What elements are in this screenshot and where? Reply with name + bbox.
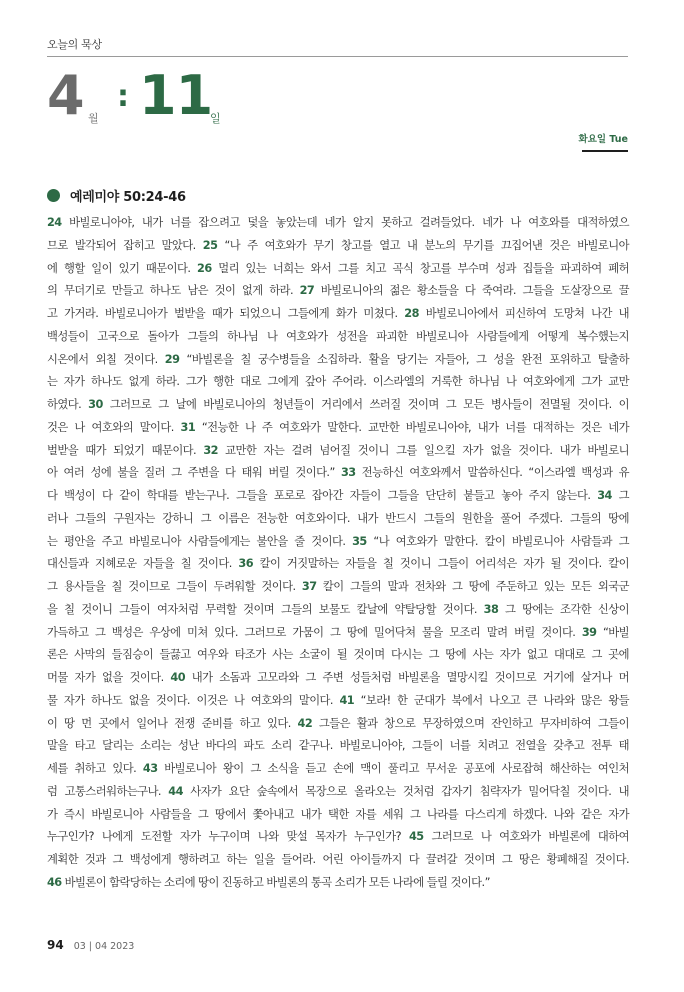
month-unit: 월 — [88, 112, 99, 125]
verse-text: 계획한 것과 그 백성에게 행하려고 하는 일을 들어라. 어린 아이들까지 다 끌려갈 것이며 그 땅은 황폐해질 것이다. — [47, 853, 629, 866]
verse-text: 칼이 그들의 말과 전차와 그 땅에 주둔하고 있는 모든 외국군 — [316, 580, 629, 593]
text-line — [47, 667, 629, 690]
text-line — [47, 508, 629, 531]
text-line — [47, 553, 629, 576]
verse-text: 그 용사들을 칠 것이므로 그들이 두려워할 것이다. — [47, 580, 302, 593]
verse-number: 30 — [88, 398, 103, 411]
verse-text: 의 무더기로 만들고 하나도 남은 것이 없게 하라. — [47, 284, 300, 298]
verse-text: 사자가 요단 숲속에서 목장으로 올라오는 것처럼 갑자기 침략자가 밀어닥칠 것이다. 내 — [182, 784, 629, 798]
text-line — [47, 804, 629, 827]
verse-number: 36 — [238, 557, 254, 571]
text-line — [47, 690, 629, 713]
section-label: 오늘의 묵상 — [47, 38, 102, 51]
verse-text: 므로 발각되어 잡히고 말았다. — [47, 238, 203, 252]
verse-text: 러나 그들의 구원자는 강하니 그 이름은 전능한 여호와이다. 내가 반드시 그들의 원한을 풀어 주겠다. 그들의 땅에 — [47, 511, 629, 525]
verse-text: 말을 타고 달리는 소리는 성난 바다의 파도 소리 같구나. 바빌로니아야, 그들이 너를 치려고 전열을 갖추고 전투 태 — [47, 739, 629, 753]
verse-text: “보라! 한 군대가 북에서 나오고 큰 나라와 많은 왕들 — [354, 693, 629, 707]
verse-text: 바빌로니아에서 피신하여 도망쳐 나간 내 — [418, 307, 630, 320]
text-line — [47, 485, 629, 508]
verse-number: 25 — [202, 238, 218, 252]
verse-text: 백성들이 고국으로 돌아가 그들의 하나님 나 여호와가 성전을 파괴한 바빌로니아 사람들에게 어떻게 복수했는지 — [47, 329, 629, 343]
weekday-label: 화요일 Tue — [578, 134, 628, 145]
verse-text: 시온에서 외칠 것이다. — [47, 352, 165, 366]
text-line — [47, 576, 629, 599]
text-line — [47, 735, 629, 758]
verse-text: 누구인가? 나에게 도전할 자가 누구이며 나와 맞설 목자가 누구인가? — [47, 830, 409, 844]
verse-text: 론은 사막의 들짐승이 들끓고 여우와 타조가 사는 소굴이 될 것이며 다시는 그 땅에 사는 자가 없고 대대로 그 곳에 — [47, 648, 629, 662]
verse-text: 전능하신 여호와께서 말씀하신다. “이스라엘 백성과 유 — [355, 466, 629, 480]
verse-text: “바빌론을 칠 궁수병들을 소집하라. 활을 당기는 자들아, 그 성을 완전 포위하고 탈출하 — [179, 352, 629, 366]
scripture-body — [47, 212, 629, 895]
verse-text: 그러므로 나 여호와가 바빌론에 대하여 — [423, 830, 629, 844]
verse-text: 세를 취하고 있다. — [47, 762, 143, 775]
text-line — [47, 371, 629, 394]
verse-text: 는 자가 하나도 없게 하라. 그가 행한 대로 그에게 갚아 주어라. 이스라엘의 거룩한 하나님 나 여호와에게 그가 교만 — [47, 375, 629, 389]
verse-text: “나 여호와가 말한다. 칼이 바빌로니아 사람들과 그 — [366, 534, 629, 548]
text-line — [47, 872, 629, 895]
text-line — [47, 599, 629, 622]
text-line — [47, 440, 629, 463]
verse-text: 가 즉시 바빌로니아 사람들을 그 땅에서 쫓아내고 내가 택한 자를 세워 그 나라를 다스리게 하겠다. 나와 같은 자가 — [47, 807, 629, 821]
verse-number: 24 — [47, 216, 62, 229]
verse-number: 38 — [483, 602, 499, 616]
text-line — [47, 417, 629, 440]
text-line — [47, 713, 629, 736]
verse-number: 29 — [164, 352, 180, 366]
verse-text: “전능한 나 주 여호와가 말한다. 교만한 바빌로니아야, 내가 너를 대적하는 것은 네가 — [195, 420, 629, 434]
text-line — [47, 303, 629, 326]
verse-text: “바빌 — [596, 625, 629, 639]
weekday-underline — [582, 150, 628, 152]
text-line — [47, 349, 629, 372]
verse-text: 바빌로니아의 젊은 황소들을 다 죽여라. 그들을 도살장으로 끌 — [314, 284, 629, 298]
verse-text: 다 백성이 다 같이 학대를 받는구나. 그들을 포로로 잡아간 자들이 그들을 단단히 붙들고 놓아 주지 않는다. — [47, 489, 598, 502]
verse-text: 바빌론이 함락당하는 소리에 땅이 진동하고 바빌론의 통곡 소리가 모든 나라에 들릴 것이다.” — [61, 875, 490, 889]
verse-number: 44 — [168, 784, 183, 798]
verse-text: 그 땅에는 조각한 신상이 — [498, 602, 629, 616]
verse-text: 멀리 있는 너희는 와서 그를 치고 곡식 창고를 부수며 성과 집들을 파괴하여 폐허 — [211, 261, 629, 275]
verse-number: 34 — [597, 489, 612, 502]
verse-text: 아 여러 성에 불을 질러 그 주변을 다 태워 버릴 것이다.” — [47, 466, 341, 480]
verse-number: 45 — [408, 830, 424, 844]
verse-number: 35 — [352, 534, 367, 548]
verse-number: 43 — [142, 762, 158, 775]
verse-number: 41 — [339, 693, 355, 707]
date-colon: : — [117, 79, 129, 114]
text-line — [47, 258, 629, 281]
verse-text: 바빌로니아야, 내가 너를 잡으려고 덫을 놓았는데 네가 알지 못하고 걸려들었다. 네가 나 여호와를 대적하였으 — [61, 216, 629, 229]
verse-number: 31 — [180, 420, 196, 434]
text-line — [47, 326, 629, 349]
verse-text: 칼이 거짓말하는 자들을 칠 것이니 그들이 어리석은 자가 될 것이다. 칼이 — [253, 557, 629, 571]
verse-text: 그 — [611, 489, 629, 502]
verse-number: 27 — [299, 284, 315, 298]
page-number: 94 — [47, 938, 64, 952]
verse-text: “나 주 여호와가 무기 창고를 열고 내 분노의 무기를 끄집어낸 것은 바빌로니아 — [217, 238, 630, 252]
verse-text: 바빌로니아 왕이 그 소식을 듣고 손에 맥이 풀리고 무서운 공포에 사로잡혀 해산하는 여인처 — [157, 762, 629, 775]
verse-number: 32 — [203, 443, 218, 457]
text-line — [47, 394, 629, 417]
verse-text: 것은 나 여호와의 말이다. — [47, 420, 181, 434]
verse-text: 벌받을 때가 되었기 때문이다. — [47, 443, 204, 457]
text-line — [47, 849, 629, 872]
text-line — [47, 781, 629, 804]
verse-text: 교만한 자는 걸려 넘어질 것이니 그를 일으킬 자가 없을 것이다. 내가 바빌로니 — [217, 443, 629, 457]
verse-number: 40 — [170, 671, 186, 684]
verse-text: 그들은 활과 창으로 무장하였으며 잔인하고 무자비하여 그들이 — [312, 716, 629, 730]
verse-number: 26 — [197, 261, 212, 275]
text-line — [47, 235, 629, 258]
text-line — [47, 462, 629, 485]
text-line — [47, 826, 629, 849]
verse-text: 대신들과 지혜로운 자들을 칠 것이다. — [47, 557, 239, 571]
text-line — [47, 622, 629, 645]
verse-text: 가득하고 그 백성은 우상에 미쳐 있다. 그러므로 가뭄이 그 땅에 밀어닥쳐 물을 모조리 말려 버릴 것이다. — [47, 625, 582, 639]
scripture-reference: 예레미야 50:24-46 — [70, 190, 186, 205]
verse-text: 에 행할 일이 있기 때문이다. — [47, 261, 198, 275]
month-number: 4 — [47, 64, 84, 127]
text-line — [47, 758, 629, 781]
verse-number: 39 — [581, 625, 597, 639]
verse-number: 37 — [301, 580, 317, 593]
text-line — [47, 531, 629, 554]
scripture-heading — [47, 186, 186, 205]
header-divider — [47, 56, 628, 57]
verse-number: 46 — [47, 875, 62, 889]
verse-text: 럼 고통스러워하는구나. — [47, 784, 169, 798]
day-number: 11 — [139, 64, 213, 127]
verse-text: 물 자가 하나도 없을 것이다. 이것은 나 여호와의 말이다. — [47, 693, 340, 707]
verse-text: 는 평안을 주고 바빌로니아 사람들에게는 불안을 줄 것이다. — [47, 534, 353, 548]
verse-number: 33 — [340, 466, 356, 480]
page-footer — [47, 938, 134, 952]
text-line — [47, 644, 629, 667]
verse-text: 하였다. — [47, 398, 89, 411]
bullet-dot-icon — [47, 189, 60, 202]
verse-text: 머물 자가 없을 것이다. — [47, 671, 171, 684]
verse-number: 28 — [404, 307, 419, 320]
day-unit: 일 — [210, 112, 221, 125]
text-line — [47, 280, 629, 303]
verse-text: 내가 소돔과 고모라와 그 주변 성들처럼 바빌론을 멸망시킬 것이므로 거기에 살거나 머 — [185, 671, 629, 684]
verse-text: 이 땅 먼 곳에서 일어나 전쟁 준비를 하고 있다. — [47, 716, 298, 730]
verse-text: 을 칠 것이니 그들이 여자처럼 무력할 것이며 그들의 보물도 칼날에 약탈당할 것이다. — [47, 602, 484, 616]
verse-text: 그러므로 그 날에 바빌로니아의 청년들이 거리에서 쓰러질 것이며 그 모든 병사들이 전멸될 것이다. 이 — [102, 398, 629, 411]
issue-date: 03 | 04 2023 — [73, 941, 135, 952]
verse-text: 고 가거라. 바빌로니아가 벌받을 때가 되었으니 그들에게 화가 미쳤다. — [47, 307, 405, 320]
text-line — [47, 212, 629, 235]
verse-number: 42 — [297, 716, 313, 730]
